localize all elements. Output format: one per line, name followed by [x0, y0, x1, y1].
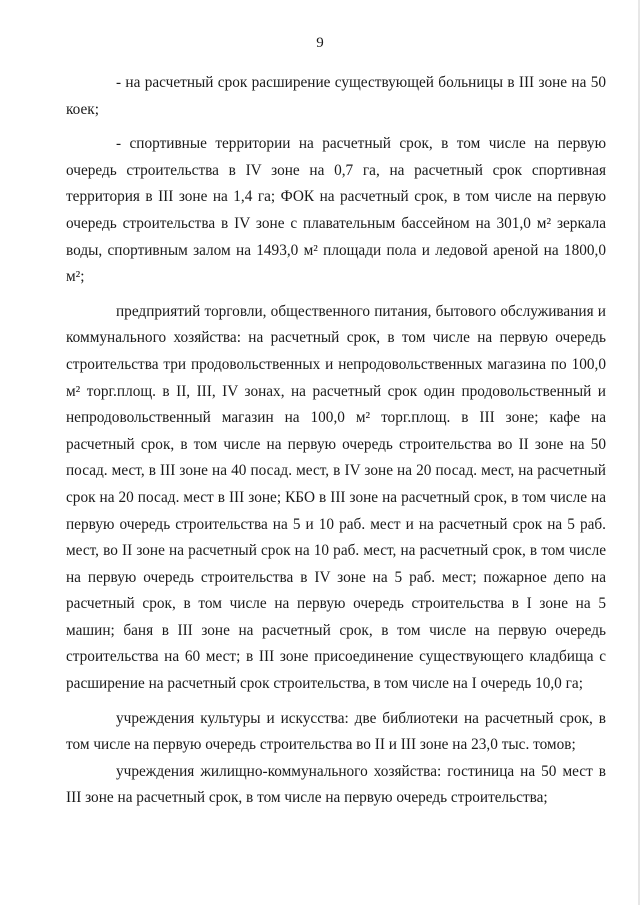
paragraph-hospital: - на расчетный срок расширение существующей больницы в III зоне на 50 коек;	[66, 74, 606, 118]
paragraph-trade-enterprises: предприятий торговли, общественного питания, бытового обслуживания и коммунального хозяйства: на расчетный срок, в том числе на первую очередь строительства три продовольственных и непродовольственных магазина по 100,0 м² торг.площ. в II, III, IV зонах, на расчетный срок один продовольственный и непродовольственный магазин на 100,0 м² торг.площ. в III зоне; кафе на расчетный срок, в том числе на первую очередь строительства во II зоне на 50 посад. мест, в III зоне на 40 посад. мест, в IV зоне на 20 посад. мест, на расчетный срок на 20 посад. мест в III зоне; КБО в III зоне на расчетный срок, в том числе на первую очередь строительства на 5 и 10 раб. мест и на расчетный срок на 5 раб. мест, во II зоне на расчетный срок на 10 раб. мест, на расчетный срок, в том числе на первую очередь строительства в IV зоне на 5 раб. мест; пожарное депо на расчетный срок, в том числе на первую очередь строительства в I зоне на 5 машин; баня в III зоне на расчетный срок, в том числе на первую очередь строительства на 60 мест; в III зоне присоединение существующего кладбища с расширение на расчетный срок строительства, в том числе на I очередь 10,0 га;	[66, 302, 606, 693]
paragraph-culture-institutions: учреждения культуры и искусства: две библиотеки на расчетный срок, в том числе на первую очередь строительства во II и III зоне на 23,0 тыс. томов;	[66, 709, 606, 754]
paragraph-sports-territories: - спортивные территории на расчетный срок, в том числе на первую очередь строительства в IV зоне на 0,7 га, на расчетный срок спортивная территория в III зоне на 1,4 га; ФОК на расчетный срок, в том числе на первую очередь строительства в IV зоне с плавательным бассейном на 301,0 м² зеркала воды, спортивным залом на 1493,0 м² площади пола и ледовой ареной на 1800,0 м²;	[66, 135, 606, 286]
paragraph-housing-utilities: учреждения жилищно-коммунального хозяйства: гостиница на 50 мест в III зоне на расчетный срок, в том числе на первую очередь строительства;	[66, 762, 606, 807]
document-body	[66, 70, 606, 812]
page-number: 9	[316, 35, 324, 51]
